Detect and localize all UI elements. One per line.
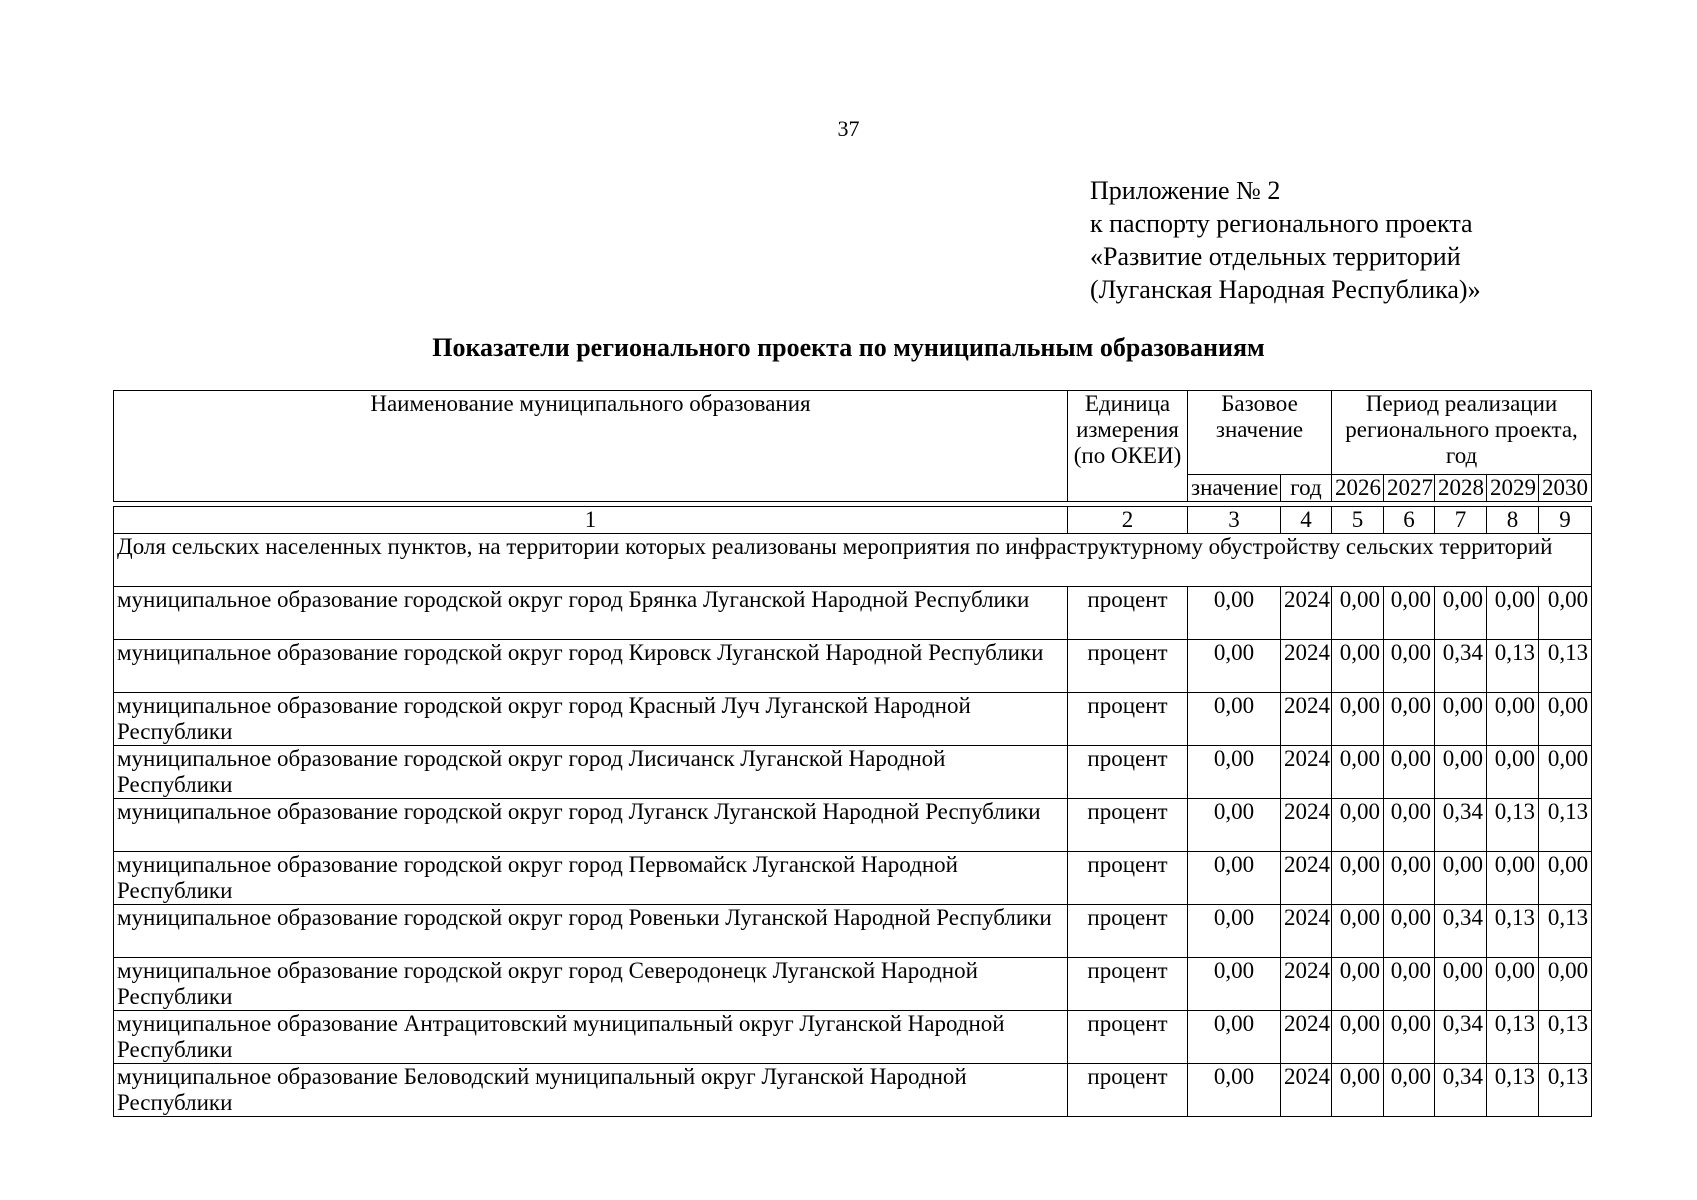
year-value-cell: 0,00	[1539, 746, 1592, 799]
table-row	[114, 852, 1592, 905]
base-value-cell: 0,00	[1188, 852, 1281, 905]
year-value-cell: 0,00	[1384, 852, 1435, 905]
year-value-cell: 0,00	[1332, 693, 1384, 746]
base-value-cell: 0,00	[1188, 905, 1281, 958]
base-value-cell: 0,00	[1188, 799, 1281, 852]
year-value-cell: 0,13	[1539, 1064, 1592, 1117]
appendix-line: «Развитие отдельных территорий	[1090, 242, 1461, 271]
year-value-cell: 0,00	[1487, 852, 1539, 905]
column-number: 6	[1384, 507, 1435, 534]
table-row	[114, 905, 1592, 958]
year-value-cell: 0,13	[1539, 905, 1592, 958]
header-period: Период реализации регионального проекта, год	[1332, 391, 1592, 475]
year-value-cell: 0,00	[1487, 587, 1539, 640]
municipality-name: муниципальное образование Беловодский муниципальный округ Луганской Народной Республики	[114, 1064, 1068, 1117]
table-row	[114, 1064, 1592, 1117]
column-number: 4	[1281, 507, 1332, 534]
table-row	[114, 640, 1592, 693]
base-year-cell: 2024	[1281, 958, 1332, 1011]
base-year-cell: 2024	[1281, 640, 1332, 693]
appendix-line: к паспорту регионального проекта	[1090, 209, 1473, 238]
appendix-note	[1090, 174, 1481, 306]
header-year: 2028	[1435, 475, 1487, 502]
base-year-cell: 2024	[1281, 1011, 1332, 1064]
year-value-cell: 0,00	[1487, 746, 1539, 799]
year-value-cell: 0,13	[1487, 1011, 1539, 1064]
year-value-cell: 0,00	[1435, 587, 1487, 640]
base-value-cell: 0,00	[1188, 587, 1281, 640]
header-unit: Единица измерения (по ОКЕИ)	[1068, 391, 1188, 502]
appendix-line: Приложение № 2	[1090, 176, 1281, 205]
year-value-cell: 0,00	[1435, 852, 1487, 905]
unit-cell: процент	[1068, 746, 1188, 799]
column-number: 8	[1487, 507, 1539, 534]
column-number: 9	[1539, 507, 1592, 534]
base-value-cell: 0,00	[1188, 1064, 1281, 1117]
table-row	[114, 958, 1592, 1011]
year-value-cell: 0,00	[1539, 587, 1592, 640]
year-value-cell: 0,00	[1539, 958, 1592, 1011]
year-value-cell: 0,13	[1487, 905, 1539, 958]
table-row	[114, 693, 1592, 746]
year-value-cell: 0,00	[1435, 693, 1487, 746]
year-value-cell: 0,13	[1487, 640, 1539, 693]
year-value-cell: 0,00	[1332, 1064, 1384, 1117]
year-value-cell: 0,34	[1435, 640, 1487, 693]
base-year-cell: 2024	[1281, 905, 1332, 958]
base-value-cell: 0,00	[1188, 693, 1281, 746]
municipality-name: муниципальное образование городской округ город Кировск Луганской Народной Республики	[114, 640, 1068, 693]
table-row	[114, 746, 1592, 799]
municipality-name: муниципальное образование городской округ город Первомайск Луганской Народной Республики	[114, 852, 1068, 905]
base-year-cell: 2024	[1281, 1064, 1332, 1117]
column-number: 3	[1188, 507, 1281, 534]
base-value-cell: 0,00	[1188, 640, 1281, 693]
year-value-cell: 0,00	[1384, 958, 1435, 1011]
column-number-row	[114, 507, 1592, 534]
year-value-cell: 0,00	[1332, 799, 1384, 852]
year-value-cell: 0,00	[1384, 1011, 1435, 1064]
year-value-cell: 0,34	[1435, 1011, 1487, 1064]
base-value-cell: 0,00	[1188, 1011, 1281, 1064]
table-row	[114, 1011, 1592, 1064]
year-value-cell: 0,00	[1332, 1011, 1384, 1064]
year-value-cell: 0,00	[1384, 799, 1435, 852]
year-value-cell: 0,34	[1435, 905, 1487, 958]
base-value-cell: 0,00	[1188, 746, 1281, 799]
unit-cell: процент	[1068, 1064, 1188, 1117]
header-year: 2030	[1539, 475, 1592, 502]
year-value-cell: 0,13	[1487, 1064, 1539, 1117]
municipality-name: муниципальное образование Антрацитовский муниципальный округ Луганской Народной Республики	[114, 1011, 1068, 1064]
indicators-table	[113, 390, 1592, 1117]
column-number: 2	[1068, 507, 1188, 534]
header-base-year: год	[1281, 475, 1332, 502]
unit-cell: процент	[1068, 587, 1188, 640]
municipality-name: муниципальное образование городской округ город Луганск Луганской Народной Республики	[114, 799, 1068, 852]
year-value-cell: 0,00	[1332, 852, 1384, 905]
year-value-cell: 0,13	[1487, 799, 1539, 852]
municipality-name: муниципальное образование городской округ город Красный Луч Луганской Народной Республики	[114, 693, 1068, 746]
year-value-cell: 0,34	[1435, 1064, 1487, 1117]
year-value-cell: 0,00	[1384, 640, 1435, 693]
year-value-cell: 0,00	[1384, 905, 1435, 958]
header-name: Наименование муниципального образования	[114, 391, 1068, 502]
header-year: 2026	[1332, 475, 1384, 502]
municipality-name: муниципальное образование городской округ город Ровеньки Луганской Народной Республики	[114, 905, 1068, 958]
unit-cell: процент	[1068, 1011, 1188, 1064]
unit-cell: процент	[1068, 799, 1188, 852]
base-year-cell: 2024	[1281, 587, 1332, 640]
base-year-cell: 2024	[1281, 693, 1332, 746]
header-base-value: значение	[1188, 475, 1281, 502]
year-value-cell: 0,13	[1539, 1011, 1592, 1064]
header-year: 2029	[1487, 475, 1539, 502]
year-value-cell: 0,00	[1384, 587, 1435, 640]
document-title: Показатели регионального проекта по муниципальным образованиям	[432, 333, 1265, 362]
municipality-name: муниципальное образование городской округ город Брянка Луганской Народной Республики	[114, 587, 1068, 640]
header-base: Базовое значение	[1188, 391, 1332, 475]
base-year-cell: 2024	[1281, 852, 1332, 905]
year-value-cell: 0,00	[1487, 693, 1539, 746]
base-year-cell: 2024	[1281, 799, 1332, 852]
year-value-cell: 0,00	[1332, 958, 1384, 1011]
base-year-cell: 2024	[1281, 746, 1332, 799]
year-value-cell: 0,00	[1332, 587, 1384, 640]
municipality-name: муниципальное образование городской округ город Северодонецк Луганской Народной Республики	[114, 958, 1068, 1011]
year-value-cell: 0,00	[1332, 905, 1384, 958]
appendix-line: (Луганская Народная Республика)»	[1090, 275, 1481, 304]
column-number: 5	[1332, 507, 1384, 534]
year-value-cell: 0,00	[1332, 640, 1384, 693]
unit-cell: процент	[1068, 958, 1188, 1011]
year-value-cell: 0,00	[1539, 693, 1592, 746]
year-value-cell: 0,00	[1487, 958, 1539, 1011]
indicator-title: Доля сельских населенных пунктов, на территории которых реализованы мероприятия по инфраструктурному обустройству сельских территорий	[114, 534, 1592, 587]
column-number: 7	[1435, 507, 1487, 534]
base-value-cell: 0,00	[1188, 958, 1281, 1011]
year-value-cell: 0,34	[1435, 799, 1487, 852]
unit-cell: процент	[1068, 852, 1188, 905]
table-row	[114, 587, 1592, 640]
unit-cell: процент	[1068, 905, 1188, 958]
year-value-cell: 0,00	[1332, 746, 1384, 799]
column-number: 1	[114, 507, 1068, 534]
year-value-cell: 0,13	[1539, 640, 1592, 693]
municipality-name: муниципальное образование городской округ город Лисичанск Луганской Народной Республики	[114, 746, 1068, 799]
year-value-cell: 0,00	[1539, 852, 1592, 905]
table-row	[114, 799, 1592, 852]
year-value-cell: 0,13	[1539, 799, 1592, 852]
year-value-cell: 0,00	[1435, 746, 1487, 799]
unit-cell: процент	[1068, 693, 1188, 746]
unit-cell: процент	[1068, 640, 1188, 693]
page-number: 37	[837, 116, 860, 141]
year-value-cell: 0,00	[1384, 1064, 1435, 1117]
header-year: 2027	[1384, 475, 1435, 502]
year-value-cell: 0,00	[1384, 746, 1435, 799]
year-value-cell: 0,00	[1435, 958, 1487, 1011]
year-value-cell: 0,00	[1384, 693, 1435, 746]
